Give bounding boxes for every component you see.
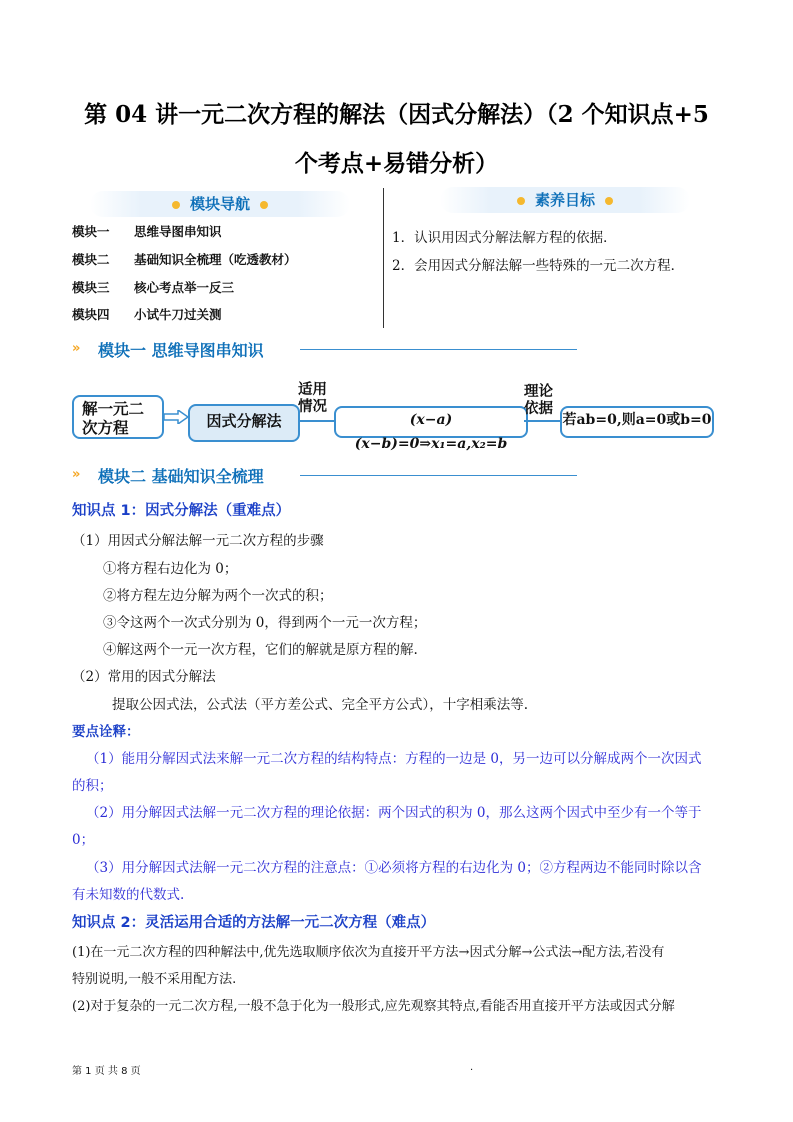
mindmap-formula-box: (x−a)(x−b)=0⇒x₁=a,x₂=b xyxy=(334,406,528,438)
page-title-line1: 第 04 讲一元二次方程的解法（因式分解法）（2 个知识点+5 xyxy=(84,101,709,128)
arrow-right-icon xyxy=(164,410,188,424)
nav-item-label: 思维导图串知识 xyxy=(134,224,222,239)
kp2-line: (2)对于复杂的一元二次方程,一般不急于化为一般形式,应先观察其特点,看能否用直接开平方法或因式分解 xyxy=(72,999,675,1014)
dot-icon xyxy=(172,201,180,209)
kp1-sub2: （2）常用的因式分解法 xyxy=(72,669,216,685)
chevron-right-icon: » xyxy=(72,467,81,482)
note-line: （2）用分解因式法解一元二次方程的理论依据：两个因式的积为 0，那么这两个因式中至少有一个等于 xyxy=(86,805,702,821)
kp1-step: ②将方程左边分解为两个一次式的积； xyxy=(103,588,333,604)
note-line: （3）用分解因式法解一元二次方程的注意点：①必须将方程的右边化为 0；②方程两边不能同时除以含 xyxy=(86,860,702,876)
nav-item-key: 模块二 xyxy=(72,252,110,267)
goal-item: 2．会用因式分解法解一些特殊的一元二次方程． xyxy=(392,258,685,274)
nav-item xyxy=(72,305,222,323)
nav-item-label: 小试牛刀过关测 xyxy=(134,307,222,322)
dot-icon xyxy=(605,197,613,205)
section-bar-1 xyxy=(72,334,577,364)
kp1-step: ④解这两个一元一次方程，它们的解就是原方程的解. xyxy=(103,642,418,658)
kp2-line: 特别说明,一般不采用配方法. xyxy=(72,972,237,987)
chevron-right-icon: » xyxy=(72,341,81,356)
section-rule xyxy=(300,475,577,476)
connector-line xyxy=(524,420,564,422)
kp2-line: (1)在一元二次方程的四种解法中,优先选取顺序依次为直接开平方法→因式分解→公式法→配方法,若没有 xyxy=(72,945,665,960)
page-title-line2: 个考点+易错分析） xyxy=(294,150,499,177)
dot-icon xyxy=(517,197,525,205)
kp1-step: ③令这两个一次式分别为 0，得到两个一元一次方程； xyxy=(103,615,427,631)
goal-item: 1．认识用因式分解法解方程的依据． xyxy=(392,230,617,246)
nav-item-key: 模块一 xyxy=(72,224,110,239)
nav-item xyxy=(72,278,234,296)
section-label: 模块一 思维导图串知识 xyxy=(98,341,264,360)
column-divider xyxy=(383,188,384,328)
section-rule xyxy=(300,349,577,350)
note-line: 0； xyxy=(72,832,95,848)
note-line: （1）能用分解因式法来解一元二次方程的结构特点：方程的一边是 0，另一边可以分解成两个一次因式 xyxy=(86,751,702,767)
kp1-step: ①将方程右边化为 0； xyxy=(103,561,238,577)
mindmap-method-box: 因式分解法 xyxy=(188,404,300,442)
footer-dot: . xyxy=(470,1062,474,1073)
note-line: 的积； xyxy=(72,778,113,794)
nav-item xyxy=(72,250,297,268)
section-label: 模块二 基础知识全梳理 xyxy=(98,467,264,486)
kp1-common: 提取公因式法，公式法（平方差公式、完全平方公式），十字相乘法等. xyxy=(112,697,529,713)
mindmap-result-box: 若ab=0,则a=0或b=0 xyxy=(560,406,714,438)
knowledge-point-1-title: 知识点 1：因式分解法（重难点） xyxy=(72,503,291,519)
nav-item-label: 基础知识全梳理（吃透教材） xyxy=(134,252,297,267)
goals-header xyxy=(440,187,690,213)
nav-item-key: 模块四 xyxy=(72,307,110,322)
dot-icon xyxy=(260,201,268,209)
mindmap-start-box: 解一元二次方程 xyxy=(72,395,164,439)
mind-map xyxy=(72,382,712,452)
mindmap-label-applicable: 适用情况 xyxy=(298,382,327,415)
note-line: 有未知数的代数式. xyxy=(72,887,185,903)
kp1-sub1: （1）用因式分解法解一元二次方程的步骤 xyxy=(72,533,324,549)
goals-header-label: 素养目标 xyxy=(534,191,595,209)
notes-title: 要点诠释： xyxy=(72,724,140,740)
mindmap-label-basis: 理论依据 xyxy=(524,384,553,417)
nav-header xyxy=(90,191,350,217)
knowledge-point-2-title: 知识点 2：灵活运用合适的方法解一元二次方程（难点） xyxy=(72,915,436,931)
nav-header-label: 模块导航 xyxy=(189,195,250,213)
section-bar-2 xyxy=(72,460,577,490)
nav-item xyxy=(72,222,222,240)
page-number: 第 1 页 共 8 页 xyxy=(72,1066,141,1077)
nav-item-label: 核心考点举一反三 xyxy=(134,280,235,295)
nav-item-key: 模块三 xyxy=(72,280,110,295)
